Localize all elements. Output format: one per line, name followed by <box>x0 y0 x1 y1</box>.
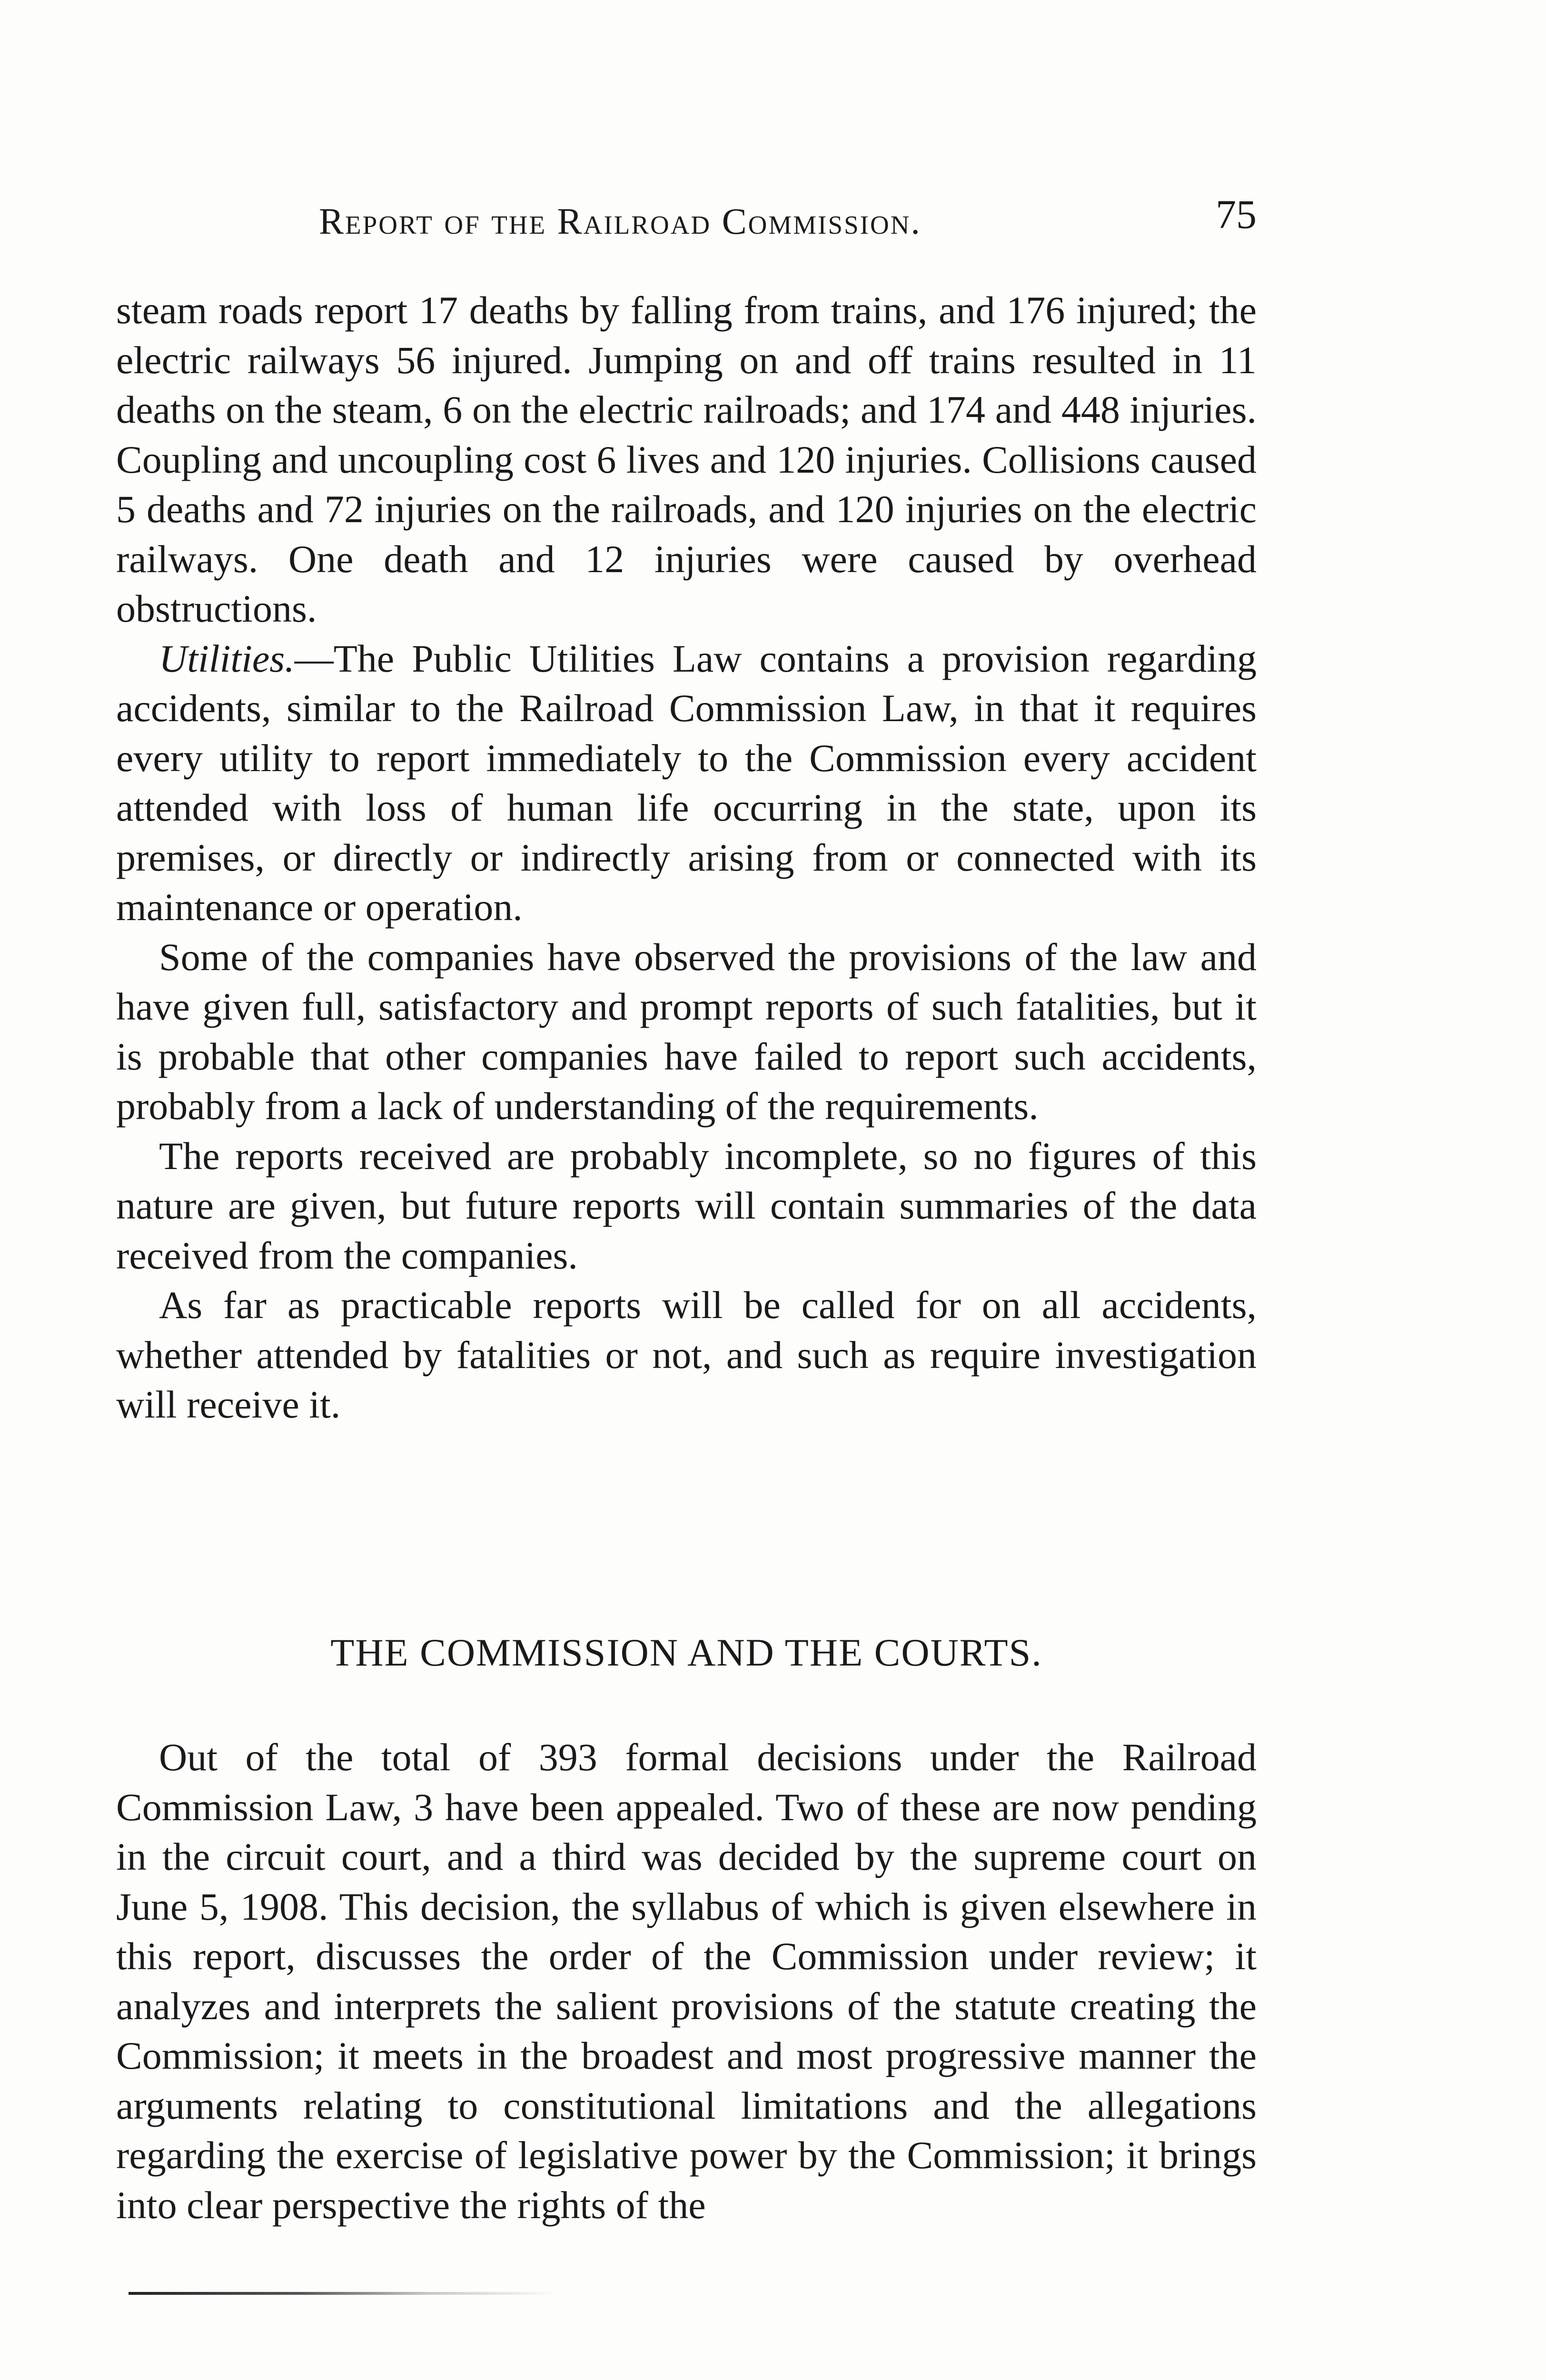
running-title: Report of the Railroad Commission. <box>319 200 922 242</box>
running-head <box>114 181 1257 242</box>
paragraph-text: steam roads report 17 deaths by falling from trains, and 176 injured; the electric railways 56 injured. Jumping on and off trains resulted in 11 deaths on the steam, 6 on the electric railroads; and 174 and 448 injuries. Coupling and uncoupling cost 6 lives and 120 injuries. Collisions caused 5 deaths and 72 injuries on the railroads, and 120 injuries on the electric railways. One death and 12 injuries were caused by overhead obstructions. <box>116 288 1257 630</box>
paragraph-company-reports <box>116 932 1257 1131</box>
bottom-rule <box>129 2292 557 2295</box>
paragraph-text: The reports received are probably incomplete, so no figures of this nature are given, but future reports will contain summaries of the data received from the companies. <box>116 1134 1257 1277</box>
paragraph-text: Some of the companies have observed the provisions of the law and have given full, satisfactory and prompt reports of such fatalities, but it is probable that other companies have failed to report such accidents, probably from a lack of understanding of the requirements. <box>116 935 1257 1128</box>
paragraph-text: —The Public Utilities Law contains a provision regarding accidents, similar to the Railroad Commission Law, in that it requires every utility to report immediately to the Commission every accident attended with loss of human life occurring in the state, upon its premises, or directly or indirectly arising from or connected with its maintenance or operation. <box>116 636 1257 929</box>
paragraph-accident-statistics <box>116 286 1257 634</box>
paragraph-incomplete-reports <box>116 1131 1257 1281</box>
section-heading: THE COMMISSION AND THE COURTS. <box>330 1631 1042 1674</box>
paragraph-text: As far as practicable reports will be called for on all accidents, whether attended by fatalities or not, and such as require investigation will receive it. <box>116 1283 1257 1426</box>
paragraph-commission-courts <box>116 1733 1257 2230</box>
body-text <box>116 286 1257 1430</box>
paragraph-text: Out of the total of 393 formal decisions under the Railroad Commission Law, 3 have been appealed. Two of these are now pending in the circuit court, and a third was decided by the supreme court on June 5, 1908. This decision, the syllabus of which is given elsewhere in this report, discusses the order of the Commission under review; it analyzes and interprets the salient provisions of the statute creating the Commission; it meets in the broadest and most progressive manner the arguments relating to constitutional limitations and the allegations regarding the exercise of legislative power by the Commission; it brings into clear perspective the rights of the <box>116 1735 1257 2227</box>
page-number: 75 <box>1216 191 1257 237</box>
paragraph-future-reports <box>116 1280 1257 1430</box>
run-in-heading: Utilities. <box>159 636 295 680</box>
section-body <box>116 1733 1257 2230</box>
paragraph-utilities <box>116 634 1257 932</box>
